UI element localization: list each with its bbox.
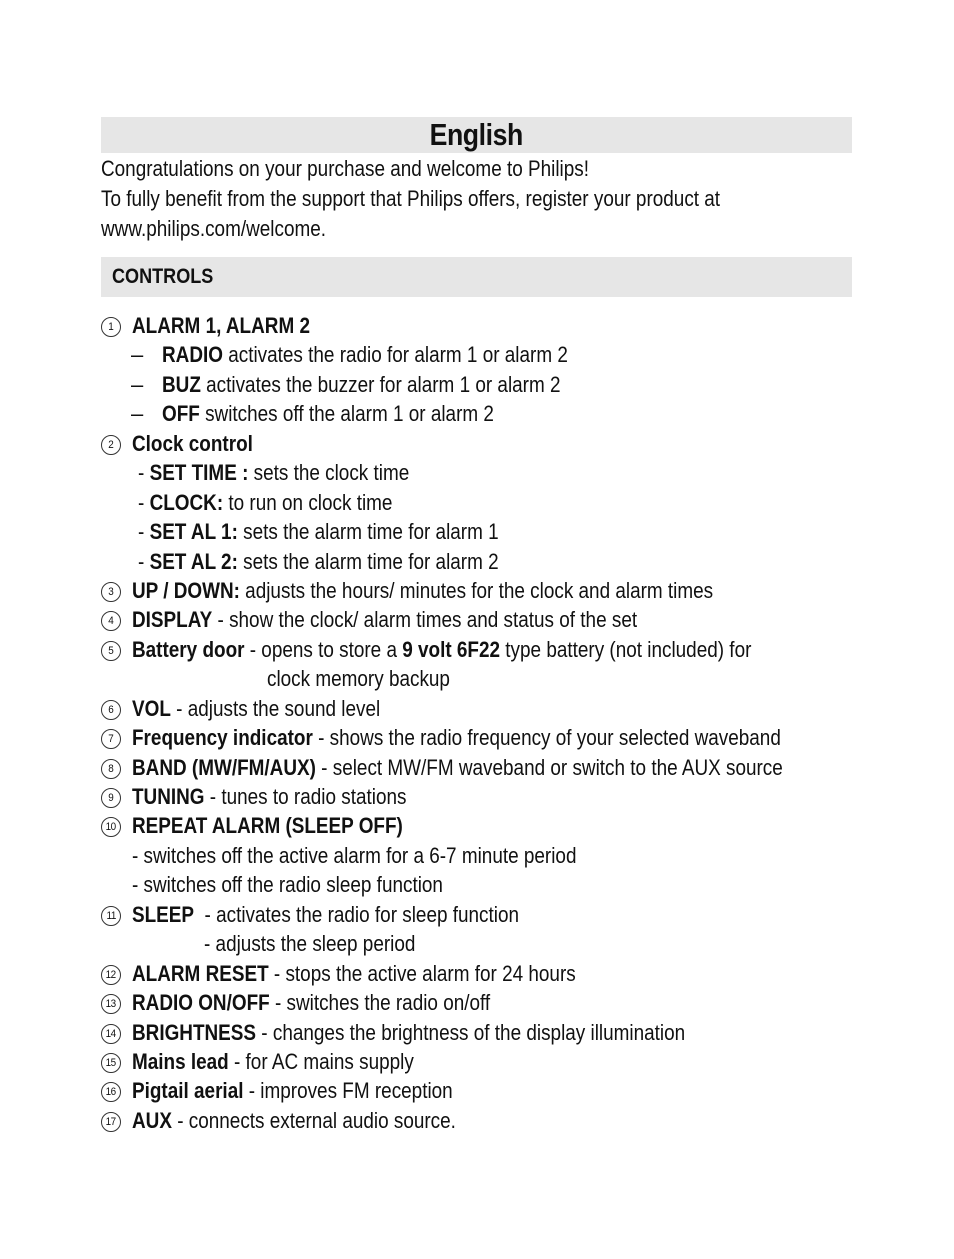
control-label: AUX: [132, 1107, 172, 1133]
subitem-text: switches off the alarm 1 or alarm 2: [199, 401, 494, 427]
item-number-badge: 13: [101, 994, 121, 1014]
subitem-text: sets the clock time: [248, 460, 410, 486]
item-number-badge: 11: [101, 906, 121, 926]
item-number-badge: 3: [101, 582, 121, 602]
dash-bullet: –: [131, 401, 144, 427]
control-description: - adjusts the sound level: [170, 695, 381, 721]
dash-bullet: –: [131, 371, 144, 397]
control-label: Frequency indicator: [132, 725, 313, 751]
control-description: - stops the active alarm for 24 hours: [268, 960, 576, 986]
control-item-up-down: [101, 576, 901, 605]
control-description: - connects external audio source.: [171, 1107, 456, 1133]
dash-prefix: -: [138, 519, 150, 545]
dash-prefix: -: [138, 489, 150, 515]
control-description: - switches the radio on/off: [269, 990, 491, 1016]
control-item-mains-lead: [101, 1047, 901, 1076]
control-description: - shows the radio frequency of your selected waveband: [312, 725, 781, 751]
control-item-band: [101, 753, 901, 782]
subitem-text: activates the radio for alarm 1 or alarm 2: [222, 342, 568, 368]
subitem-text: sets the alarm time for alarm 2: [237, 548, 499, 574]
control-item-display: [101, 605, 901, 634]
item-number-badge: 10: [101, 817, 121, 837]
control-description: - activates the radio for sleep function: [194, 901, 520, 927]
control-label: Clock control: [132, 430, 253, 456]
item-number-badge: 2: [101, 435, 121, 455]
control-continuation: [101, 664, 901, 693]
subitem-text: activates the buzzer for alarm 1 or alarm 2: [200, 371, 561, 397]
control-description: - opens to store a: [244, 636, 403, 662]
control-label: VOL: [132, 695, 171, 721]
item-number-badge: 7: [101, 729, 121, 749]
subitem-text: - switches off the radio sleep function: [132, 872, 443, 898]
controls-section-bar: [101, 257, 852, 297]
subitem-text: - switches off the active alarm for a 6-7 minute period: [132, 842, 577, 868]
control-subitem: [101, 517, 901, 546]
item-number-badge: 15: [101, 1053, 121, 1073]
control-subitem: [101, 870, 901, 899]
subitem-label: SET AL 1:: [149, 519, 238, 545]
control-subitem: [101, 399, 901, 428]
control-continuation: [101, 929, 901, 958]
item-number-badge: 4: [101, 611, 121, 631]
section-title: CONTROLS: [112, 265, 214, 288]
control-label: RADIO ON/OFF: [132, 990, 270, 1016]
control-label: UP / DOWN:: [132, 577, 240, 603]
item-number-badge: 1: [101, 317, 121, 337]
control-label: BRIGHTNESS: [132, 1019, 257, 1045]
intro-line: Congratulations on your purchase and welcome to Philips!: [101, 156, 589, 181]
control-subitem: [101, 488, 901, 517]
subitem-label: SET AL 2:: [149, 548, 238, 574]
control-item-alarm-reset: [101, 959, 901, 988]
control-subitem: [101, 841, 901, 870]
subitem-label: BUZ: [162, 371, 201, 397]
item-number-badge: 9: [101, 788, 121, 808]
control-label: Battery door: [132, 636, 245, 662]
control-label: TUNING: [132, 784, 205, 809]
subitem-text: sets the alarm time for alarm 1: [237, 519, 499, 545]
intro-paragraph: [101, 154, 881, 244]
subitem-label: RADIO: [162, 342, 223, 368]
intro-line: To fully benefit from the support that Philips offers, register your product at: [101, 186, 721, 211]
dash-prefix: -: [138, 460, 150, 486]
subitem-text: to run on clock time: [223, 489, 393, 515]
subitem-label: CLOCK:: [149, 489, 224, 515]
dash-bullet: –: [131, 342, 144, 368]
control-item-pigtail-aerial: [101, 1076, 901, 1105]
control-description: - changes the brightness of the display illumination: [256, 1019, 686, 1045]
control-description: - for AC mains supply: [228, 1048, 414, 1074]
control-label: ALARM 1, ALARM 2: [132, 313, 310, 338]
control-item-tuning: [101, 782, 901, 811]
control-item-alarm: [101, 311, 901, 340]
item-number-badge: 12: [101, 965, 121, 985]
control-subitem: [101, 370, 901, 399]
control-item-vol: [101, 694, 901, 723]
battery-type: 9 volt 6F22: [402, 636, 501, 662]
control-label: Pigtail aerial: [132, 1078, 244, 1104]
control-description: - improves FM reception: [243, 1078, 453, 1104]
control-item-battery-door: [101, 635, 901, 664]
control-item-brightness: [101, 1018, 901, 1047]
item-number-badge: 14: [101, 1024, 121, 1044]
control-subitem: [101, 458, 901, 487]
language-title-bar: [101, 117, 852, 153]
control-label: SLEEP: [132, 901, 195, 927]
item-number-badge: 8: [101, 759, 121, 779]
control-description: - select MW/FM waveband or switch to the AUX source: [315, 754, 783, 780]
continuation-text: - adjusts the sleep period: [204, 931, 416, 957]
control-item-repeat-alarm: [101, 811, 901, 840]
item-number-badge: 16: [101, 1082, 121, 1102]
item-number-badge: 17: [101, 1112, 121, 1132]
control-subitem: [101, 547, 901, 576]
continuation-text: clock memory backup: [267, 666, 450, 692]
dash-prefix: -: [138, 548, 150, 574]
control-item-clock: [101, 429, 901, 458]
control-label: Mains lead: [132, 1048, 229, 1074]
control-description: adjusts the hours/ minutes for the clock and alarm times: [239, 577, 714, 603]
subitem-label: SET TIME :: [149, 460, 249, 486]
item-number-badge: 5: [101, 641, 121, 661]
control-item-frequency: [101, 723, 901, 752]
control-label: DISPLAY: [132, 607, 213, 633]
control-item-radio-onoff: [101, 988, 901, 1017]
control-label: ALARM RESET: [132, 960, 269, 986]
control-description: type battery (not included) for: [500, 636, 752, 662]
item-number-badge: 6: [101, 700, 121, 720]
intro-line: www.philips.com/welcome.: [101, 216, 327, 241]
control-label: REPEAT ALARM (SLEEP OFF): [132, 813, 403, 839]
control-item-sleep: [101, 900, 901, 929]
control-subitem: [101, 340, 901, 369]
page-title: English: [429, 117, 524, 152]
subitem-label: OFF: [162, 401, 200, 427]
control-description: - show the clock/ alarm times and status of the set: [212, 607, 638, 633]
controls-list: [101, 311, 901, 1135]
control-label: BAND (MW/FM/AUX): [132, 754, 316, 780]
control-item-aux: [101, 1106, 901, 1135]
control-description: - tunes to radio stations: [204, 784, 407, 809]
